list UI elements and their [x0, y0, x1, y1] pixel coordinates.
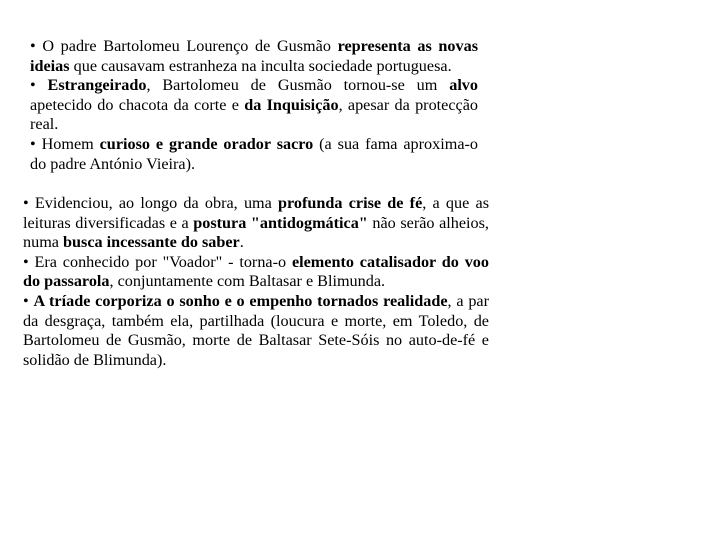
text-segment: . — [239, 233, 244, 252]
text-segment: , a par da desgraça, também ela, partilhada (loucura e morte, em Toledo, de Bartolomeu de Gusmão, morte de Baltasar Sete-Sóis no auto-de-fé e solidão de Blimunda). — [23, 291, 489, 369]
paragraph-voador — [23, 253, 489, 292]
bold-segment: curioso e grande orador sacro — [99, 134, 314, 153]
text-segment: • Evidenciou, ao longo da obra, uma — [23, 194, 279, 212]
bold-segment: Estrangeirado — [47, 76, 147, 95]
paragraph-crise-de-fe — [23, 194, 489, 253]
bold-segment: A tríade corporiza o sonho e o empenho tornados realidade — [33, 291, 448, 310]
text-segment: , conjuntamente com Baltasar e Blimunda. — [109, 272, 386, 291]
text-segment: apetecido do chacota da corte e — [30, 95, 245, 114]
indented-text-block — [30, 37, 478, 174]
paragraph-triade — [23, 292, 489, 370]
text-segment: • — [30, 76, 48, 95]
paragraph-padre-bartolomeu — [30, 37, 478, 76]
main-text-block — [23, 194, 489, 370]
text-segment: (a sua fama aproxima-o do padre António Vieira). — [30, 134, 478, 173]
text-segment: • Era conhecido por "Voador" - torna-o — [23, 252, 292, 271]
text-segment: que causavam estranheza na inculta sociedade portuguesa. — [69, 56, 452, 75]
paragraph-homem-curioso — [30, 135, 478, 174]
bold-segment: da Inquisição — [244, 95, 339, 114]
text-segment: , a que as leituras diversificadas e a — [23, 194, 489, 232]
bold-segment: profunda crise de fé — [278, 194, 423, 212]
text-segment: • O padre Bartolomeu Lourenço de Gusmão — [30, 37, 338, 55]
text-segment: não serão alheios, numa — [23, 213, 489, 252]
bold-segment: alvo — [449, 76, 478, 95]
bold-segment: busca incessante do saber — [63, 233, 240, 252]
paragraph-estrangeirado — [30, 76, 478, 135]
text-segment: • Homem — [30, 134, 100, 153]
text-segment: , Bartolomeu de Gusmão tornou-se um — [146, 76, 450, 95]
text-segment: • — [23, 291, 34, 310]
bold-segment: postura "antidogmática" — [193, 213, 368, 232]
bold-segment: elemento catalisador do voo do passarola — [23, 252, 489, 291]
text-segment: , apesar da protecção real. — [30, 95, 479, 134]
bold-segment: representa as novas ideias — [30, 37, 478, 75]
